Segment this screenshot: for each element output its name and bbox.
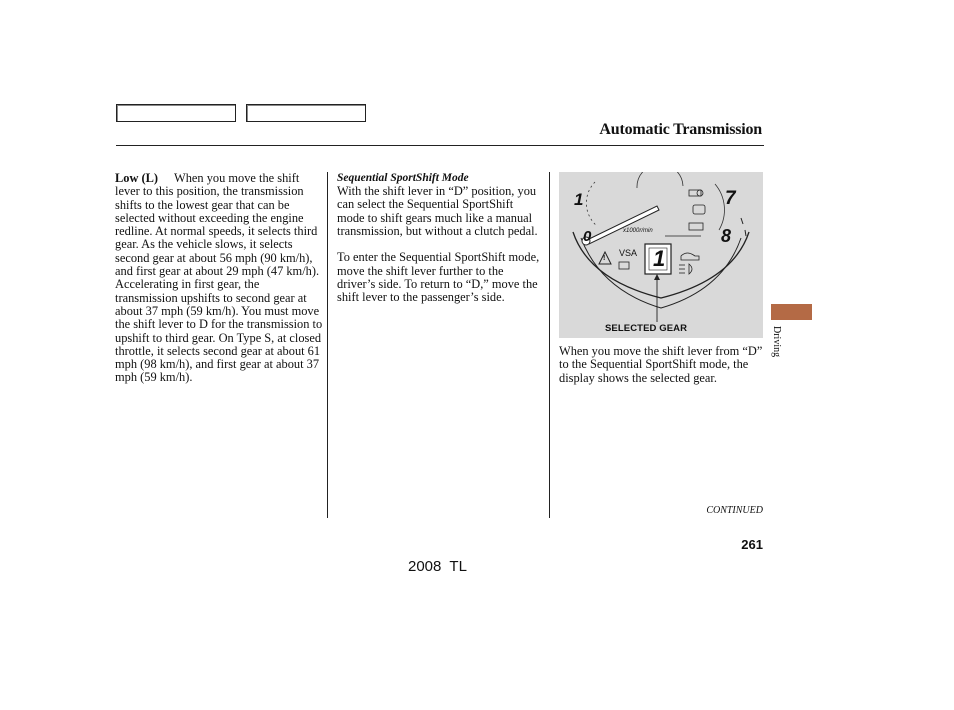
gauge-number-8: 8 (721, 226, 732, 246)
section-tab[interactable] (771, 304, 812, 320)
vsa-label: VSA (619, 248, 638, 258)
nav-button-2[interactable] (246, 104, 366, 122)
gauge-number-0: 0 (583, 228, 592, 245)
nav-button-1[interactable] (116, 104, 236, 122)
low-gear-body: When you move the shift lever to this position, the transmission shifts to the lowest gear that can be selected without exceeding the engine redline. At normal speeds, it selects third gear. As the vehicle slows, it selects second gear at about 56 mph (90 km/h), and first gear at about 29 mph (47 km/h). Accelerating in first gear, the transmission upshifts to second gear at about 37 mph (59 km/h). You must move the shift lever to D for the transmission to upshift to third gear. On Type S, at closed throttle, it selects second gear at about 61 mph (98 km/h), and first gear at about 37 mph (59 km/h). (115, 171, 323, 385)
sportshift-subheading: Sequential SportShift Mode (337, 172, 469, 184)
tach-label: x1000r/min (623, 228, 653, 234)
column-divider-1 (327, 172, 328, 518)
gauge-number-7: 7 (725, 188, 736, 209)
column-display-note (559, 345, 765, 385)
page-number: 261 (741, 537, 763, 552)
column-sportshift (337, 172, 543, 305)
sportshift-paragraph-1: With the shift lever in “D” position, you can select the Sequential SportShift mode to shift gears much like a manual transmission, but without a clutch pedal. (337, 184, 538, 238)
gauge-number-1: 1 (574, 190, 584, 209)
continued-marker: CONTINUED (706, 505, 763, 516)
selected-gear-digit: 1 (653, 246, 666, 271)
column-divider-2 (549, 172, 550, 518)
display-note-paragraph: When you move the shift lever from “D” to the Sequential SportShift mode, the display shows the selected gear. (559, 344, 763, 385)
low-gear-lead: Low (L) (115, 171, 159, 185)
section-tab-text: Driving (771, 326, 782, 358)
gauge-illustration (559, 172, 763, 338)
title-rule (116, 145, 764, 146)
sportshift-paragraph-2: To enter the Sequential SportShift mode, move the shift lever further to the driver’s side. To return to “D,” move the shift lever to the passenger’s side. (337, 250, 540, 305)
section-tab-label (768, 326, 784, 366)
section-title: Automatic Transmission (599, 121, 762, 138)
warning-triangle-icon: ! (603, 255, 606, 262)
column-low-gear (115, 172, 323, 385)
figure-caption: SELECTED GEAR (605, 323, 688, 334)
footer-model: 2008 TL (408, 558, 467, 575)
low-gear-paragraph (115, 172, 323, 385)
